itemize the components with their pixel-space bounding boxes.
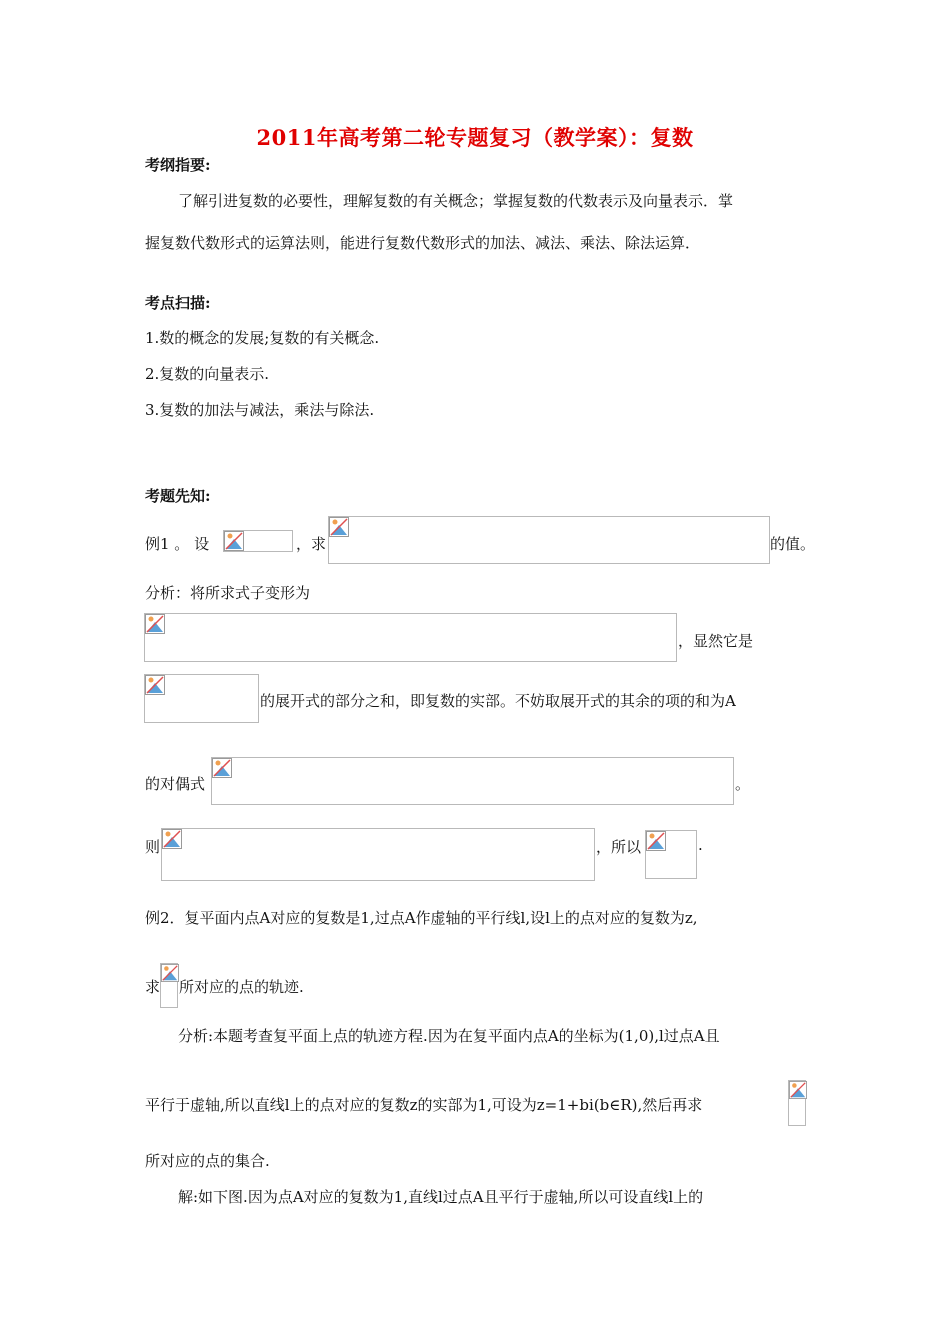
broken-image-icon	[144, 613, 677, 662]
ex1-obviously: ，显然它是	[678, 632, 754, 650]
broken-image-icon	[223, 530, 293, 552]
broken-image-icon	[788, 1080, 806, 1126]
scan-item-1: 1.数的概念的发展;复数的有关概念.	[145, 329, 380, 347]
ex2-analysis-3: 所对应的点的集合.	[145, 1152, 270, 1170]
broken-image-icon	[211, 757, 734, 805]
ex2-solution: 解:如下图.因为点A对应的复数为1,直线l过点A且平行于虚轴,所以可设直线l上的	[178, 1188, 704, 1206]
ex2-analysis-2: 平行于虚轴,所以直线l上的点对应的复数z的实部为1,可设为z=1+bi(b∈R),然后再求	[145, 1096, 703, 1114]
preview-heading: 考题先知:	[145, 487, 211, 505]
ex2-ask: 求	[145, 978, 161, 996]
ex2-analysis-1: 分析:本题考查复平面上点的轨迹方程.因为在复平面内点A的坐标为(1,0),l过点A且	[178, 1027, 720, 1045]
ex1-period: 。	[735, 775, 751, 793]
ex1-conj: 的对偶式	[145, 775, 206, 793]
outline-line-2: 握复数代数形式的运算法则，能进行复数代数形式的加法、减法、乘法、除法运算．	[145, 234, 701, 252]
ex2-line-1: 例2．复平面内点A对应的复数是1,过点A作虚轴的平行线l,设l上的点对应的复数为z,	[145, 909, 698, 927]
outline-heading: 考纲指要:	[145, 156, 211, 174]
scan-heading: 考点扫描:	[145, 294, 211, 312]
ex1-then: 则	[145, 838, 161, 856]
outline-line-1: 了解引进复数的必要性，理解复数的有关概念；掌握复数的代数表示及向量表示．掌	[178, 192, 734, 210]
ex2-ask-rest: 所对应的点的轨迹.	[179, 978, 304, 996]
ex1-so: ，所以	[596, 838, 642, 856]
ex1-value: 的值。	[770, 535, 816, 553]
ex1-expansion: 的展开式的部分之和，即复数的实部。不妨取展开式的其余的项的和为A	[260, 692, 736, 710]
broken-image-icon	[144, 674, 259, 723]
scan-item-2: 2.复数的向量表示.	[145, 365, 270, 383]
ex1-ask: ，求	[296, 535, 327, 553]
broken-image-icon	[645, 830, 697, 879]
page-title: 2011年高考第二轮专题复习（教学案）：复数	[256, 125, 694, 150]
ex1-analysis: 分析：将所求式子变形为	[145, 584, 311, 602]
broken-image-icon	[161, 828, 595, 881]
ex1-end: .	[698, 836, 703, 854]
ex1-prefix: 例1 。 设	[145, 535, 210, 553]
scan-item-3: 3.复数的加法与减法，乘法与除法.	[145, 401, 375, 419]
broken-image-icon	[328, 516, 770, 564]
broken-image-icon	[160, 963, 178, 1008]
